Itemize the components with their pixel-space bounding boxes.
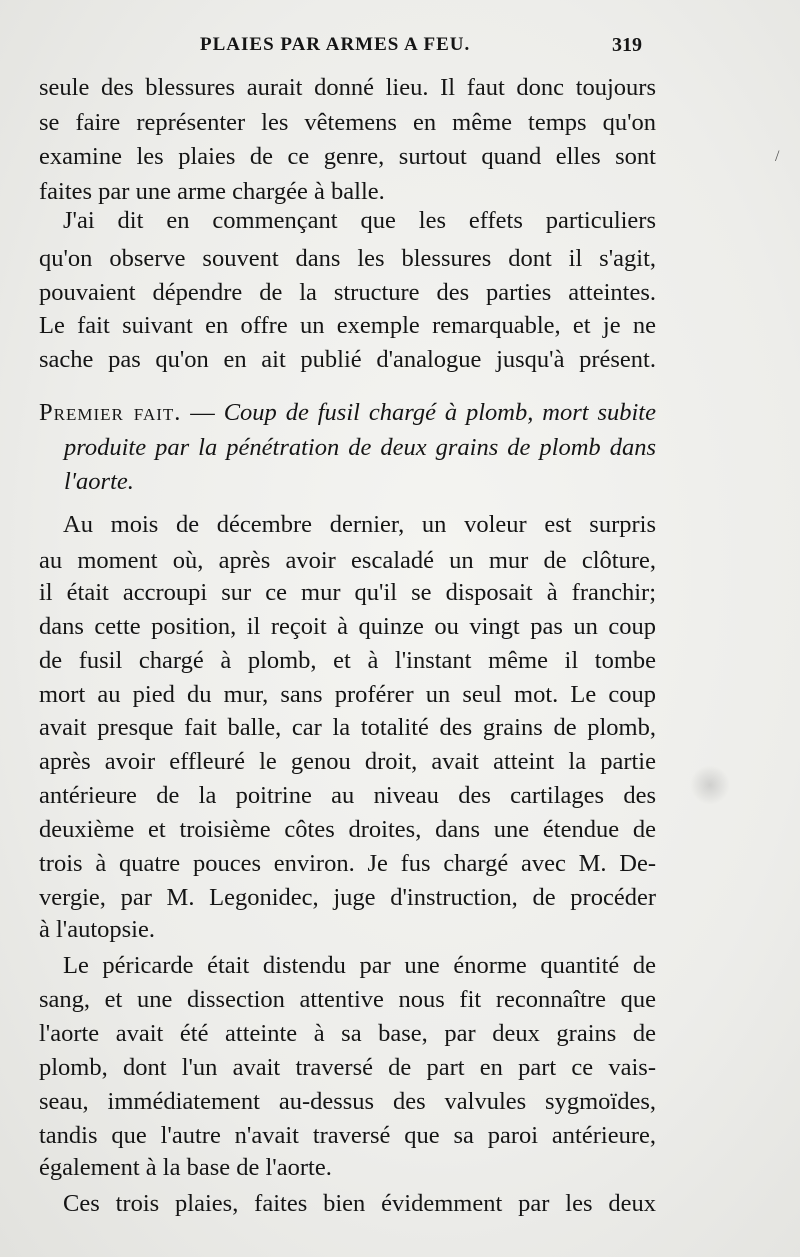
- text-line: Le péricarde était distendu par une énorme quantité de: [63, 952, 656, 979]
- text-line: également à la base de l'aorte.: [39, 1154, 332, 1181]
- text-line: pouvaient dépendre de la structure des parties atteintes.: [39, 279, 656, 306]
- page-header: [0, 34, 800, 62]
- text-line: au moment où, après avoir escaladé un mur de clôture,: [39, 547, 656, 574]
- text-line: seule des blessures aurait donné lieu. Il faut donc toujours: [39, 74, 656, 101]
- text-line: sang, et une dissection attentive nous fit reconnaître que: [39, 986, 656, 1013]
- margin-mark: /: [775, 148, 780, 165]
- text-line: Le fait suivant en offre un exemple remarquable, et je ne: [39, 312, 656, 339]
- text-line: J'ai dit en commençant que les effets particuliers: [63, 207, 656, 234]
- text-line: vergie, par M. Legonidec, juge d'instruction, de procéder: [39, 884, 656, 911]
- text-line: avait presque fait balle, car la totalité des grains de plomb,: [39, 714, 656, 741]
- text-line: seau, immédiatement au-dessus des valvules sygmoïdes,: [39, 1088, 656, 1115]
- paper-stain: [690, 765, 730, 805]
- text-line: examine les plaies de ce genre, surtout quand elles sont: [39, 143, 656, 170]
- text-line: mort au pied du mur, sans proférer un seul mot. Le coup: [39, 681, 656, 708]
- text-line: après avoir effleuré le genou droit, avait atteint la partie: [39, 748, 656, 775]
- text-line: se faire représenter les vêtemens en même temps qu'on: [39, 109, 656, 136]
- text-line: sache pas qu'on en ait publié d'analogue jusqu'à présent.: [39, 346, 656, 373]
- page-number: 319: [612, 34, 642, 56]
- text-line: tandis que l'autre n'avait traversé que sa paroi antérieure,: [39, 1122, 656, 1149]
- text-line: trois à quatre pouces environ. Je fus chargé avec M. De-: [39, 850, 656, 877]
- case-title-line: produite par la pénétration de deux grains de plomb dans: [64, 434, 656, 461]
- text-line: dans cette position, il reçoit à quinze ou vingt pas un coup: [39, 613, 656, 640]
- case-label: Premier fait.: [39, 399, 182, 426]
- case-title-line: l'aorte.: [64, 468, 134, 495]
- case-title: Coup de fusil chargé à plomb, mort subite: [223, 399, 656, 426]
- text-line: faites par une arme chargée à balle.: [39, 178, 385, 205]
- text-line: il était accroupi sur ce mur qu'il se disposait à franchir;: [39, 579, 656, 606]
- case-dash: —: [181, 399, 224, 426]
- text-line: de fusil chargé à plomb, et à l'instant même il tombe: [39, 647, 656, 674]
- text-line: qu'on observe souvent dans les blessures dont il s'agit,: [39, 245, 656, 272]
- case-heading: [39, 398, 656, 428]
- text-line: l'aorte avait été atteinte à sa base, par deux grains de: [39, 1020, 656, 1047]
- text-line: antérieure de la poitrine au niveau des cartilages des: [39, 782, 656, 809]
- text-line: deuxième et troisième côtes droites, dans une étendue de: [39, 816, 656, 843]
- text-line: à l'autopsie.: [39, 916, 155, 943]
- running-title: PLAIES PAR ARMES A FEU.: [200, 34, 471, 55]
- text-line: Au mois de décembre dernier, un voleur est surpris: [63, 511, 656, 538]
- text-line: Ces trois plaies, faites bien évidemment par les deux: [63, 1190, 656, 1217]
- text-line: plomb, dont l'un avait traversé de part en part ce vais-: [39, 1054, 656, 1081]
